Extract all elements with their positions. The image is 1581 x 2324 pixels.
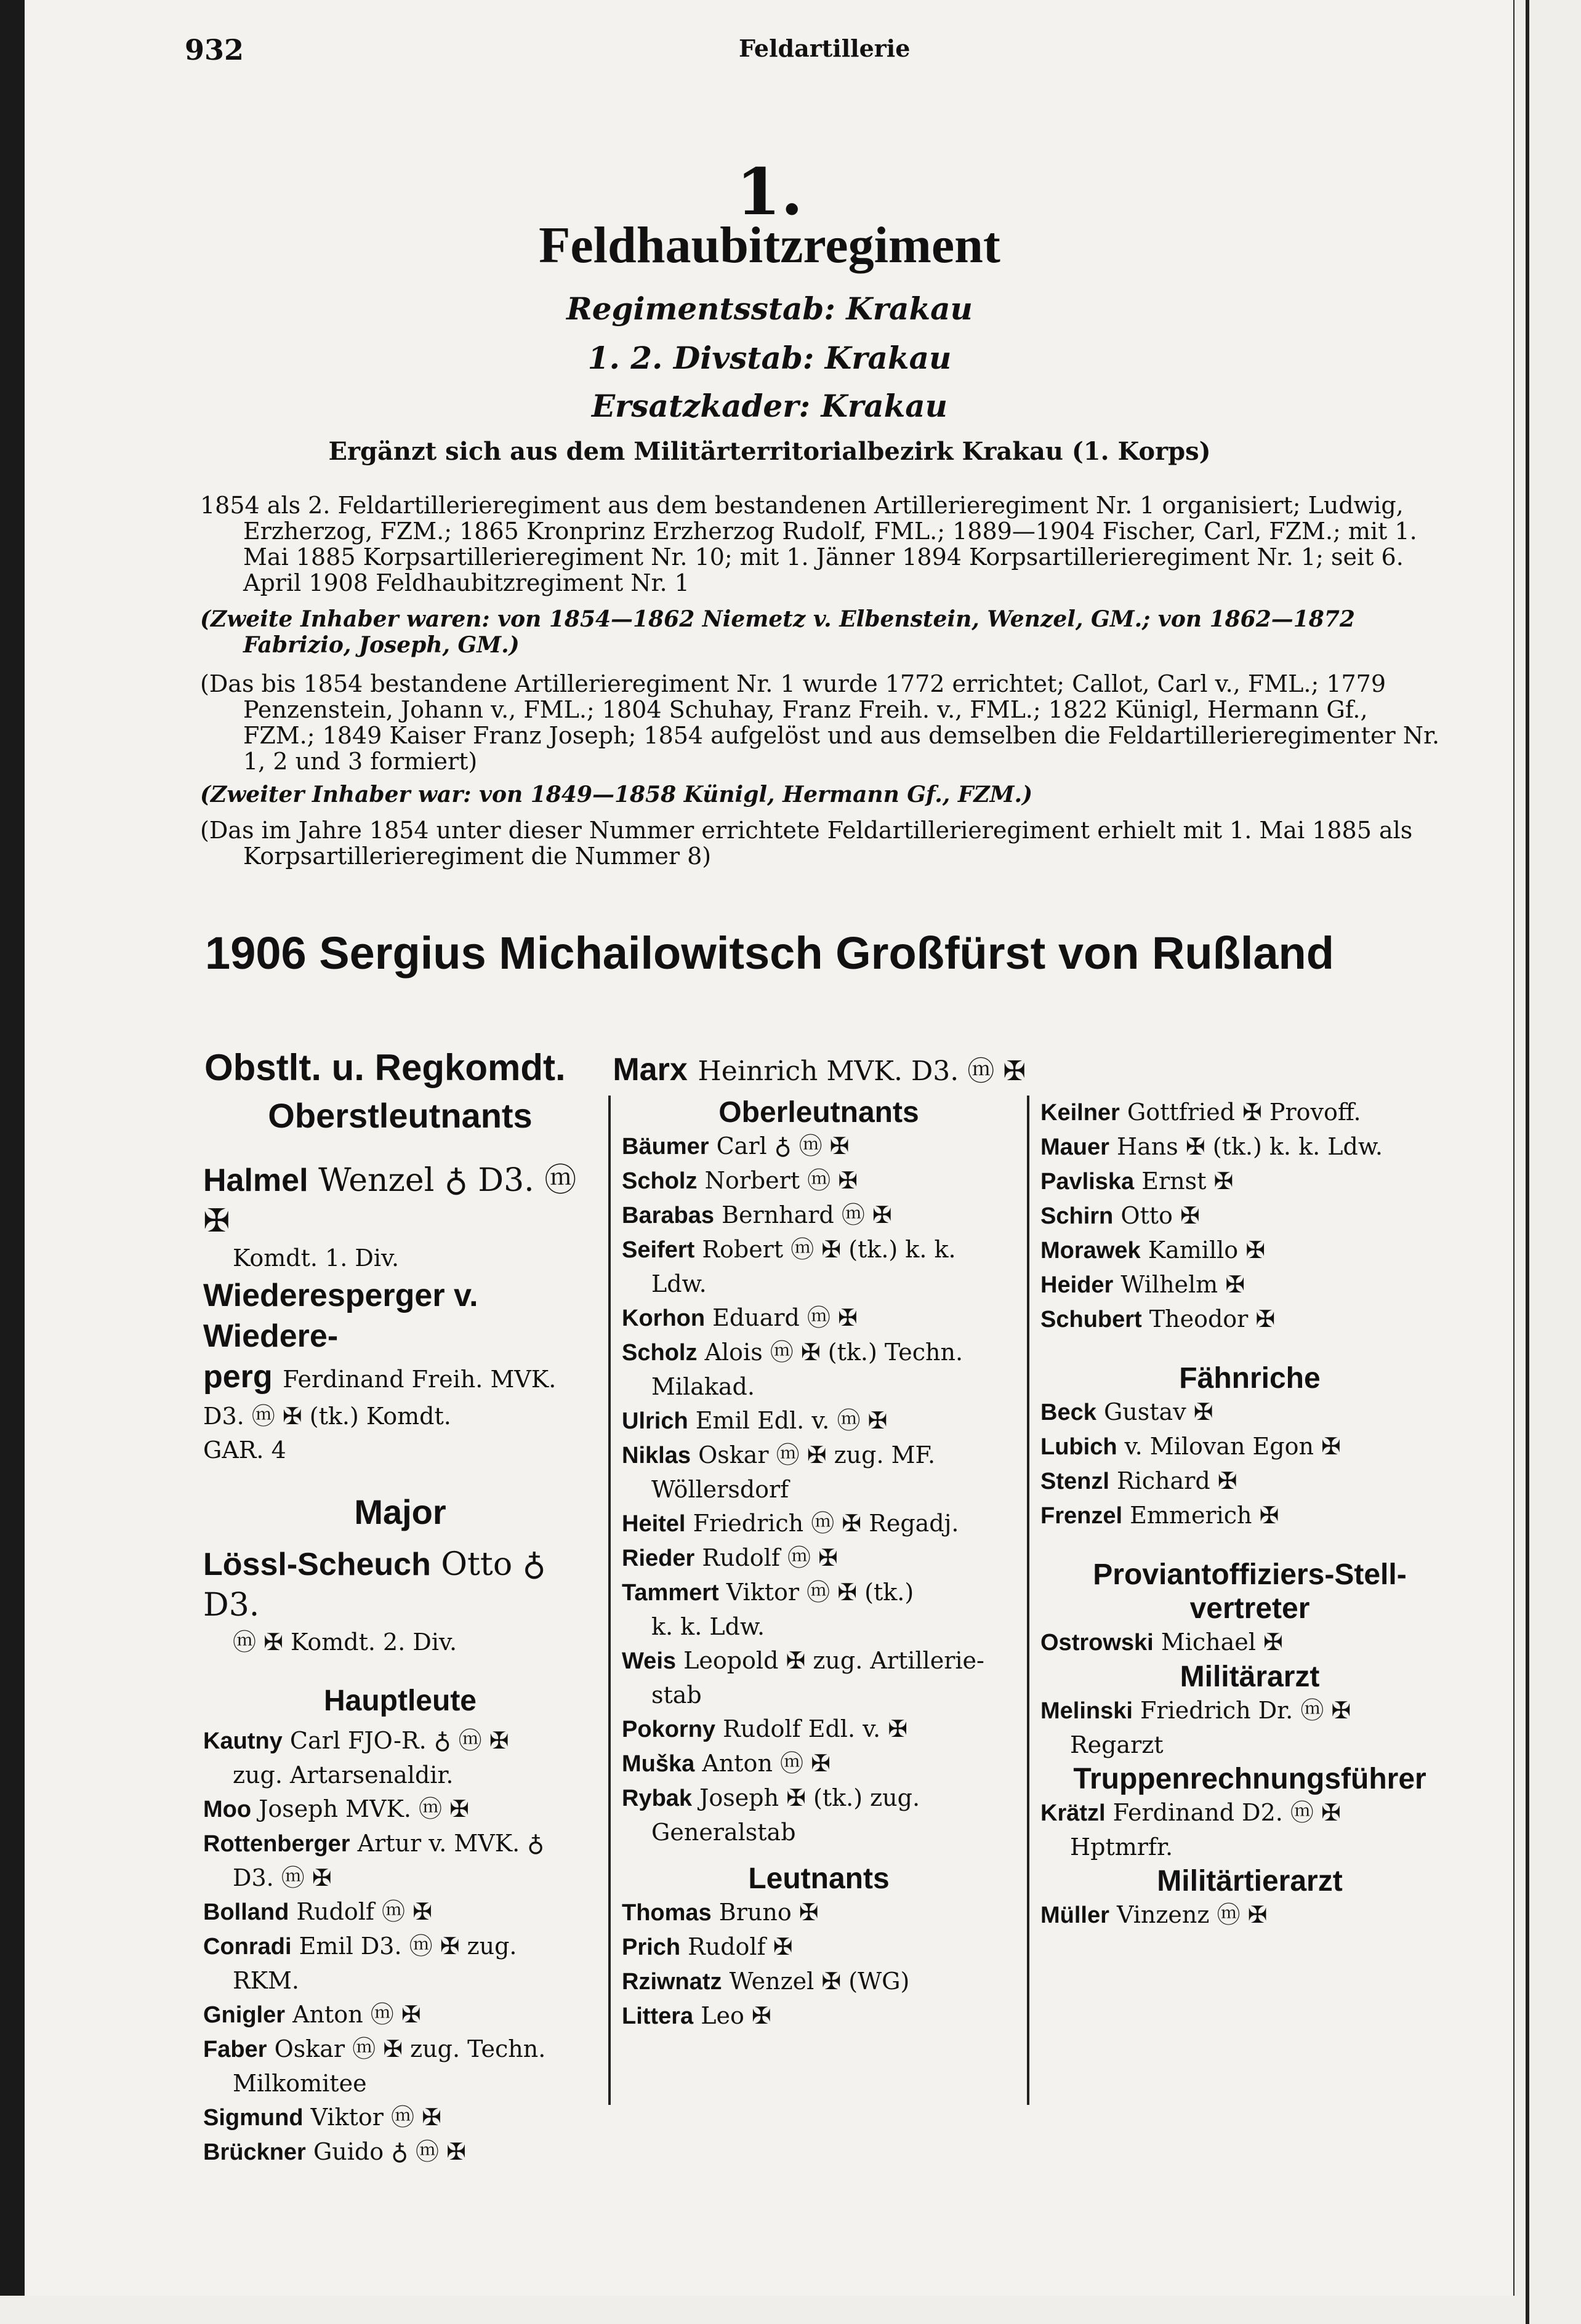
regiment-title: Feldhaubitzregiment: [539, 217, 1000, 274]
list-item: Niklas Oskar ⓜ ✠ zug. MF.: [622, 1441, 936, 1469]
section-heading: Oberleutnants: [718, 1096, 919, 1129]
list-item: Korhon Eduard ⓜ ✠: [622, 1304, 858, 1331]
list-item: Rieder Rudolf ⓜ ✠: [622, 1544, 838, 1571]
list-item: Brückner Guido ♁ ⓜ ✠: [203, 2138, 466, 2165]
list-item: Rybak Joseph ✠ (tk.) zug.: [622, 1784, 920, 1811]
section-heading: Fähnriche: [1179, 1362, 1321, 1395]
list-item: Gnigler Anton ⓜ ✠: [203, 2001, 421, 2028]
list-item: Schirn Otto ✠: [1040, 1202, 1200, 1229]
list-item: Weis Leopold ✠ zug. Artillerie-: [622, 1647, 984, 1674]
list-item-detail: k. k. Ldw.: [651, 1613, 765, 1640]
section-heading: Major: [354, 1493, 446, 1531]
history-note-1854: (Das im Jahre 1854 unter dieser Nummer errichtete Feldartillerieregiment erhielt mit 1. Mai 1885 als Korpsartillerieregiment die Nummer 8): [200, 817, 1413, 870]
inhaber-heading: 1906 Sergius Michailowitsch Großfürst von Rußland: [205, 928, 1334, 979]
list-item: Morawek Kamillo ✠: [1040, 1236, 1266, 1264]
list-item-detail: Hptmrfr.: [1070, 1833, 1173, 1861]
list-item-detail: Komdt. 1. Div.: [233, 1244, 400, 1272]
list-item: Schubert Theodor ✠: [1040, 1305, 1276, 1332]
section-heading: Proviantoffiziers-Stell-: [1093, 1558, 1407, 1591]
section-heading: Militärtierarzt: [1157, 1865, 1343, 1897]
history-inhaber-note-2: (Zweiter Inhaber war: von 1849—1858 Künigl, Hermann Gf., FZM.): [200, 782, 1033, 807]
ersatzkader: Ersatzkader: Krakau: [591, 388, 948, 424]
running-title: Feldartillerie: [739, 34, 911, 62]
section-heading: Hauptleute: [323, 1685, 477, 1717]
history-paragraph: 1854 als 2. Feldartillerieregiment aus dem bestandenen Artillerieregiment Nr. 1 organisiert; Ludwig, Erzherzog, FZM.; 1865 Kronprinz Erzherzog Rudolf, FML.; 1889—1904 Fischer, Carl, FZM.; mit 1. Mai 1885 Korpsartillerieregiment Nr. 10; mit 1. Jänner 1894 Korpsartillerieregiment Nr. 1; seit 6. April 1908 Feldhaubitzregiment Nr. 1: [200, 492, 1417, 596]
list-item: Scholz Alois ⓜ ✠ (tk.) Techn.: [622, 1339, 963, 1366]
list-item: Barabas Bernhard ⓜ ✠: [622, 1201, 892, 1228]
section-heading: Truppenrechnungsführer: [1073, 1763, 1426, 1795]
list-item: Mauer Hans ✠ (tk.) k. k. Ldw.: [1040, 1133, 1383, 1160]
list-item-detail: Milkomitee: [233, 2070, 367, 2097]
page-number: 932: [185, 33, 244, 66]
list-item-detail: D3. ⓜ ✠: [233, 1864, 332, 1891]
list-item: Melinski Friedrich Dr. ⓜ ✠: [1040, 1697, 1351, 1724]
list-item: Müller Vinzenz ⓜ ✠: [1040, 1901, 1268, 1928]
list-item: Bäumer Carl ♁ ⓜ ✠: [622, 1132, 850, 1160]
list-item: Frenzel Emmerich ✠: [1040, 1502, 1279, 1529]
list-item: Tammert Viktor ⓜ ✠ (tk.): [622, 1579, 914, 1606]
history-inhaber-note: (Zweite Inhaber waren: von 1854—1862 Niemetz v. Elbenstein, Wenzel, GM.; von 1862—1872 Fabrizio, Joseph, GM.): [200, 606, 1355, 658]
list-item: Muška Anton ⓜ ✠: [622, 1750, 831, 1777]
list-item-detail: ⓜ ✠ Komdt. 2. Div.: [233, 1629, 457, 1656]
section-heading: vertreter: [1189, 1592, 1310, 1625]
list-item: Stenzl Richard ✠: [1040, 1467, 1237, 1494]
divisionsstab: 1. 2. Divstab: Krakau: [587, 340, 952, 376]
regiment-number: 1.: [736, 154, 803, 230]
list-item: Rziwnatz Wenzel ✠ (WG): [622, 1968, 910, 1995]
column-divider: [608, 1096, 611, 2105]
ergaenzungsbezirk: Ergänzt sich aus dem Militärterritorialbezirk Krakau (1. Korps): [328, 437, 1211, 466]
list-item: Conradi Emil D3. ⓜ ✠ zug.: [203, 1933, 517, 1960]
list-item: Prich Rudolf ✠: [622, 1933, 793, 1960]
list-item: Ulrich Emil Edl. v. ⓜ ✠: [622, 1407, 888, 1434]
list-item: Faber Oskar ⓜ ✠ zug. Techn.: [203, 2035, 546, 2062]
list-item: Seifert Robert ⓜ ✠ (tk.) k. k.: [622, 1236, 956, 1263]
list-item: Sigmund Viktor ⓜ ✠: [203, 2104, 441, 2131]
list-item-detail: GAR. 4: [203, 1436, 286, 1464]
list-item: Scholz Norbert ⓜ ✠: [622, 1167, 858, 1194]
regimentsstab: Regimentsstab: Krakau: [566, 290, 973, 327]
list-item: Pokorny Rudolf Edl. v. ✠: [622, 1715, 908, 1742]
list-item: Littera Leo ✠: [622, 2002, 771, 2029]
history-artillerieregiment: (Das bis 1854 bestandene Artillerieregiment Nr. 1 wurde 1772 errichtet; Callot, Carl v., FML.; 1779 Penzenstein, Johann v., FML.; 1804 Schuhay, Franz Freih. v., FML.; 1822 Künigl, Hermann Gf., FZM.; 1849 Kaiser Franz Joseph; 1854 aufgelöst und aus demselben die Feldartillerieregimenter Nr. 1, 2 und 3 formiert): [200, 670, 1440, 775]
list-item: Pavliska Ernst ✠: [1040, 1168, 1234, 1195]
list-item: Moo Joseph MVK. ⓜ ✠: [203, 1795, 469, 1822]
list-item-detail: stab: [651, 1681, 702, 1709]
list-item: Rottenberger Artur v. MVK. ♁: [203, 1830, 545, 1857]
list-item: Lubich v. Milovan Egon ✠: [1040, 1433, 1341, 1460]
list-item-detail: Generalstab: [651, 1819, 796, 1846]
document-page: [25, 0, 1515, 2296]
section-heading: Oberstleutnants: [268, 1096, 533, 1135]
column-right: [1040, 1096, 1459, 1933]
list-item: Beck Gustav ✠: [1040, 1398, 1213, 1425]
list-item-detail: Ldw.: [651, 1270, 707, 1297]
page-edge: [1513, 0, 1581, 2324]
list-item: Ostrowski Michael ✠: [1040, 1629, 1283, 1656]
section-heading: Militärarzt: [1180, 1661, 1320, 1693]
list-item: Krätzl Ferdinand D2. ⓜ ✠: [1040, 1799, 1341, 1826]
list-item-detail: RKM.: [233, 1967, 299, 1994]
page-bottom-margin: [0, 2296, 1515, 2324]
list-item-detail: zug. Artarsenaldir.: [233, 1761, 454, 1789]
list-item: Bolland Rudolf ⓜ ✠: [203, 1898, 432, 1925]
list-item: perg Ferdinand Freih. MVK.: [203, 1359, 557, 1395]
list-item-detail: Regarzt: [1070, 1731, 1164, 1758]
list-item: Lössl-Scheuch Otto ♁ D3.: [203, 1546, 546, 1624]
list-item-detail: D3. ⓜ ✠ (tk.) Komdt.: [203, 1403, 451, 1430]
column-left: [203, 1096, 597, 2170]
list-item: Heider Wilhelm ✠: [1040, 1271, 1245, 1298]
kommandant-rank: Obstlt. u. Regkomdt.: [204, 1047, 566, 1088]
column-middle: [622, 1096, 1016, 2034]
regimentskommandant: [204, 1046, 1026, 1089]
list-item: Heitel Friedrich ⓜ ✠ Regadj.: [622, 1510, 959, 1537]
list-item: Keilner Gottfried ✠ Provoff.: [1040, 1099, 1361, 1126]
kommandant-details: Heinrich MVK. D3. ⓜ ✠: [698, 1056, 1026, 1087]
list-item: Halmel Wenzel ♁ D3. ⓜ ✠: [203, 1162, 577, 1240]
list-item-detail: Wöllersdorf: [651, 1476, 789, 1503]
list-item: Thomas Bruno ✠: [622, 1899, 819, 1926]
list-item: Wiederesperger v. Wiedere-: [203, 1278, 478, 1354]
list-item-detail: Milakad.: [651, 1373, 755, 1400]
list-item: Kautny Carl FJO-R. ♁ ⓜ ✠: [203, 1727, 509, 1754]
section-heading: Leutnants: [748, 1862, 890, 1895]
column-divider: [1027, 1096, 1029, 2105]
kommandant-name: Marx: [613, 1052, 688, 1088]
